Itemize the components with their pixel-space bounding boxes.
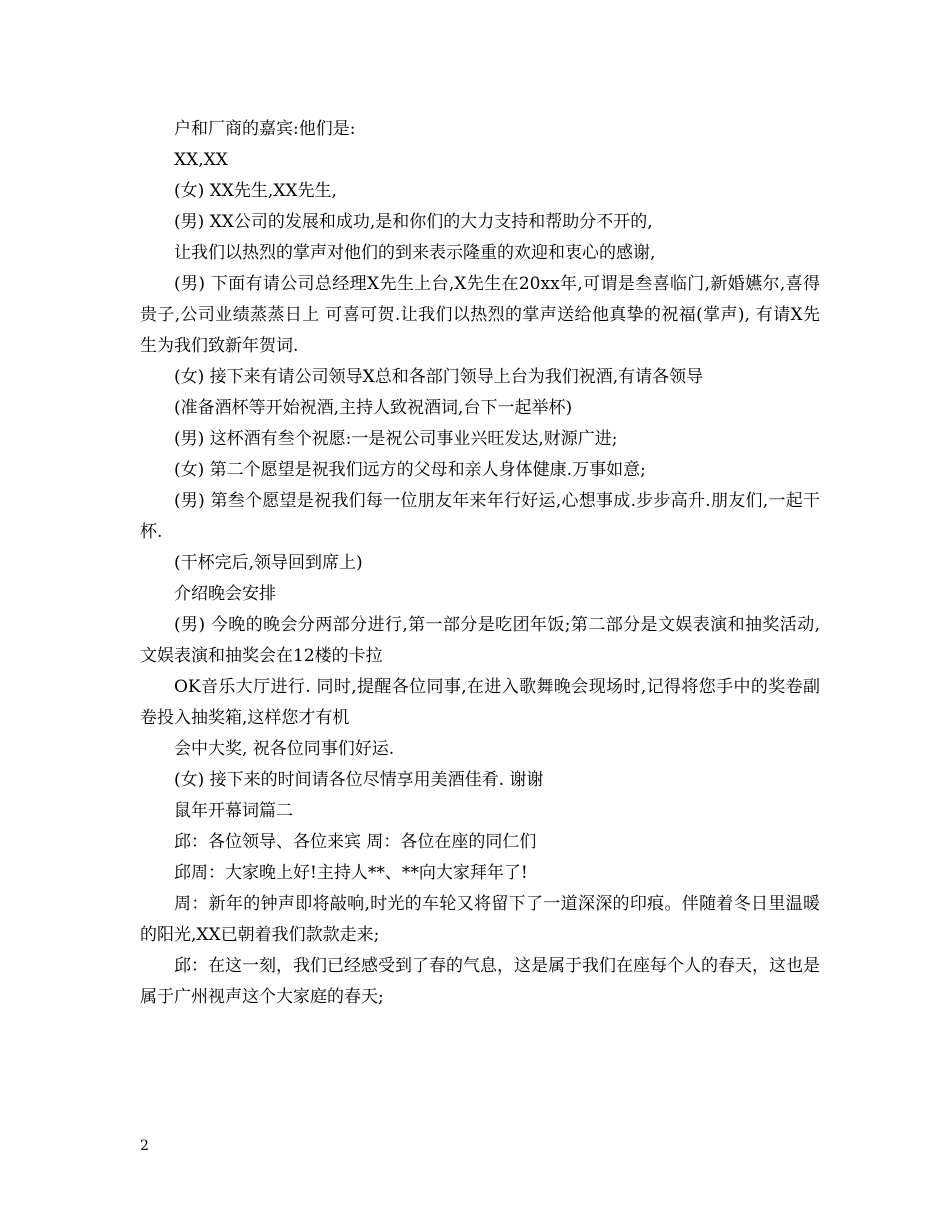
paragraph: XX,XX [174, 150, 228, 170]
paragraph: 户和厂商的嘉宾:他们是: [174, 119, 356, 139]
paragraph: 让我们以热烈的掌声对他们的到来表示隆重的欢迎和衷心的感谢, [174, 243, 656, 263]
document-body [140, 114, 820, 1013]
paragraph: (女) XX先生,XX先生, [174, 181, 337, 201]
section-heading: 介绍晚会安排 [174, 584, 276, 604]
paragraph: 会中大奖, 祝各位同事们好运. [174, 739, 395, 759]
paragraph: (女) 接下来的时间请各位尽情享用美酒佳肴. 谢谢 [174, 770, 544, 790]
paragraph: (女) 第二个愿望是祝我们远方的父母和亲人身体健康.万事如意; [174, 460, 646, 480]
page-number: 2 [140, 1138, 149, 1154]
paragraph: OK音乐大厅进行. 同时,提醒各位同事,在进入歌舞晚会现场时,记得将您手中的奖卷副卷投入抽奖箱,这样您才有机 [140, 677, 820, 728]
paragraph: 邱周：大家晚上好!主持人**、**向大家拜年了! [174, 863, 528, 883]
section-heading: 鼠年开幕词篇二 [174, 801, 293, 821]
paragraph: (男) XX公司的发展和成功,是和你们的大力支持和帮助分不开的, [174, 212, 653, 232]
paragraph: (准备酒杯等开始祝酒,主持人致祝酒词,台下一起举杯) [174, 398, 573, 418]
paragraph: 周：新年的钟声即将敲响,时光的车轮又将留下了一道深深的印痕。伴随着冬日里温暖的阳光,XX已朝着我们款款走来; [140, 894, 820, 945]
paragraph: (男) 今晚的晚会分两部分进行,第一部分是吃团年饭;第二部分是文娱表演和抽奖活动,文娱表演和抽奖会在12楼的卡拉 [140, 615, 820, 666]
paragraph: (男) 这杯酒有叁个祝愿:一是祝公司事业兴旺发达,财源广进; [174, 429, 618, 449]
paragraph: 邱：在这一刻，我们已经感受到了春的气息，这是属于我们在座每个人的春天，这也是属于广州视声这个大家庭的春天; [140, 956, 820, 1007]
paragraph: (干杯完后,领导回到席上) [174, 553, 363, 573]
paragraph: 邱：各位领导、各位来宾 周：各位在座的同仁们 [174, 832, 537, 852]
paragraph: (男) 第叁个愿望是祝我们每一位朋友年来年行好运,心想事成.步步高升.朋友们,一起干杯. [140, 491, 820, 542]
paragraph: (男) 下面有请公司总经理X先生上台,X先生在20xx年,可谓是叁喜临门,新婚嬿尔,喜得贵子,公司业绩蒸蒸日上 可喜可贺.让我们以热烈的掌声送给他真挚的祝福(掌声), 有请X先生为我们致新年贺词. [140, 274, 820, 356]
paragraph: (女) 接下来有请公司领导X总和各部门领导上台为我们祝酒,有请各领导 [174, 367, 704, 387]
